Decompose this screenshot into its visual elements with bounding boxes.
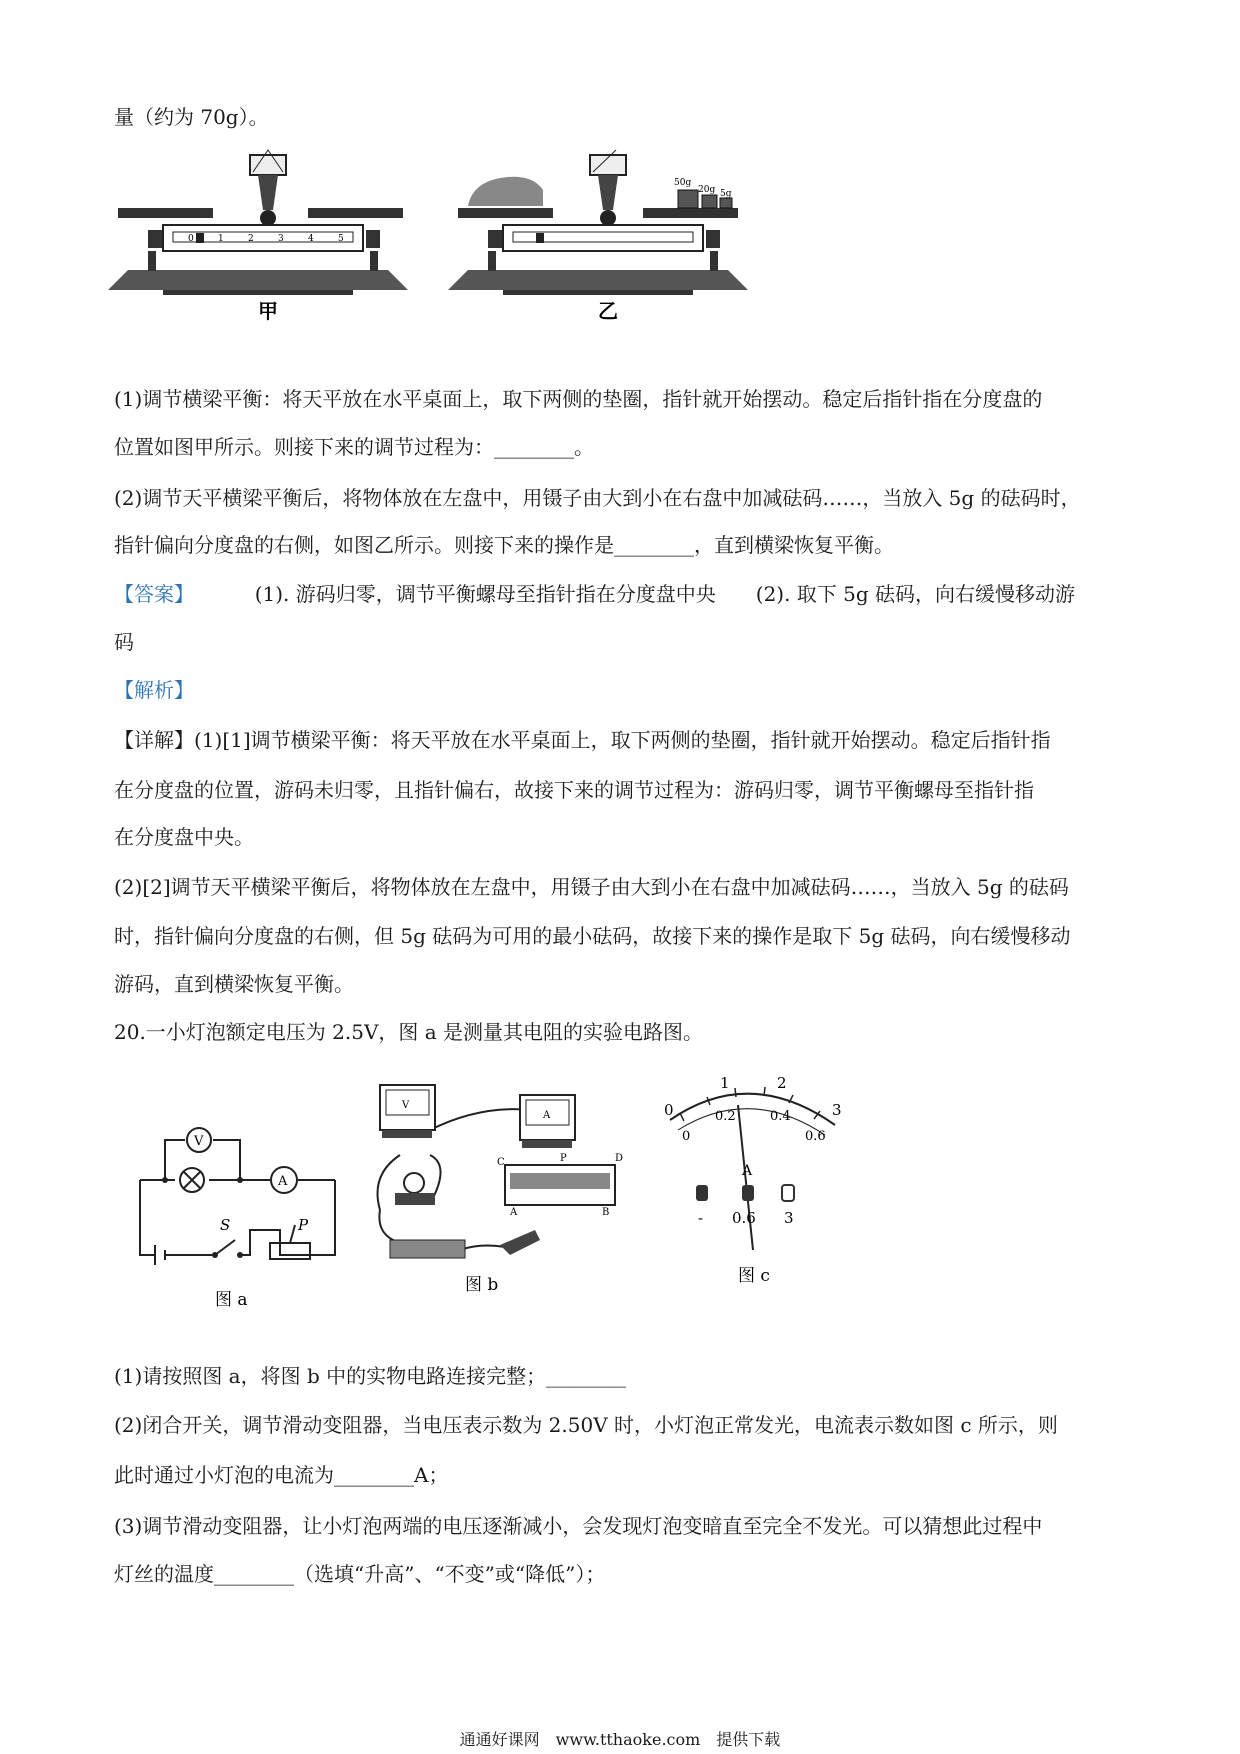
dial-top-1: 1 xyxy=(720,1075,730,1092)
fig-a-a-label: A xyxy=(278,1174,288,1189)
figure-c-ammeter-dial xyxy=(660,1075,860,1305)
weight-20g: 20g xyxy=(698,185,716,195)
rider-tick-4: 4 xyxy=(308,234,314,244)
dial-bottom-0-4: 0.4 xyxy=(770,1109,791,1124)
detail-line3: 在分度盘中央。 xyxy=(114,825,254,849)
fig-a-v-label: V xyxy=(194,1134,204,1149)
q19-part1-line2: 位置如图甲所示。则接下来的调节过程为：________。 xyxy=(114,435,594,459)
rider-tick-1: 1 xyxy=(218,234,224,244)
rider-tick-0: 0 xyxy=(188,234,194,244)
answer-tag: 【答案】 xyxy=(114,582,194,606)
dial-bottom-0-2: 0.2 xyxy=(715,1109,736,1124)
fig-b-v-label: V xyxy=(402,1100,410,1111)
dial-unit: A xyxy=(742,1163,753,1179)
answer-line2: 码 xyxy=(114,630,134,654)
balance-yi xyxy=(448,150,748,323)
terminal-minus: - xyxy=(698,1209,704,1227)
rider-tick-2: 2 xyxy=(248,234,254,244)
label-yi: 乙 xyxy=(598,299,618,323)
weight-50g: 50g xyxy=(674,178,692,188)
fig-b-d-label: D xyxy=(615,1153,624,1164)
detail-line1: 【详解】(1)[1]调节横梁平衡：将天平放在水平桌面上，取下两侧的垫圈，指针就开始摆动。稳定后指针指 xyxy=(114,728,1051,752)
detail-line6: 游码，直到横梁恢复平衡。 xyxy=(114,972,354,996)
fig-b-c-label: C xyxy=(497,1157,505,1168)
dial-bottom-0-6: 0.6 xyxy=(805,1129,826,1144)
q19-part1-line1: (1)调节横梁平衡：将天平放在水平桌面上，取下两侧的垫圈，指针就开始摆动。稳定后指针指在分度盘的 xyxy=(114,387,1043,411)
dial-top-3: 3 xyxy=(832,1101,842,1119)
dial-top-0: 0 xyxy=(664,1101,674,1119)
bulb-device xyxy=(404,1173,424,1193)
weight-5g: 5g xyxy=(720,189,732,199)
page-footer: 通通好课网 www.tthaoke.com 提供下载 xyxy=(459,1730,781,1749)
terminal-3: 3 xyxy=(784,1209,794,1227)
rider xyxy=(196,233,204,243)
q20-part1: (1)请按照图 a，将图 b 中的实物电路连接完整；________ xyxy=(114,1364,627,1388)
detail-line2: 在分度盘的位置，游码未归零，且指针偏右，故接下来的调节过程为：游码归零，调节平衡螺母至指针指 xyxy=(114,778,1034,802)
q19-part2-line1: (2)调节天平横梁平衡后，将物体放在左盘中，用镊子由大到小在右盘中加减砝码……，当放入 5g 的砝码时， xyxy=(114,486,1081,510)
answer-line1 xyxy=(114,580,1075,608)
fig-b-p-label: P xyxy=(560,1153,567,1164)
detail-line4: (2)[2]调节天平横梁平衡后，将物体放在左盘中，用镊子由大到小在右盘中加减砝码……，当放入 5g 的砝码 xyxy=(114,875,1069,899)
q20-part2-line1: (2)闭合开关，调节滑动变阻器，当电压表示数为 2.50V 时，小灯泡正常发光，电流表示数如图 c 所示，则 xyxy=(114,1413,1058,1437)
answer-text: (1). 游码归零，调节平衡螺母至指针指在分度盘中央 (2). 取下 5g 砝码，向右缓慢移动游 xyxy=(254,582,1076,606)
balance-jia xyxy=(108,150,408,323)
fig-b-a-label: A xyxy=(543,1110,551,1121)
rider-tick-5: 5 xyxy=(338,234,344,244)
balance-figures xyxy=(108,140,848,365)
figure-b-physical-circuit xyxy=(370,1075,640,1310)
dial-bottom-0: 0 xyxy=(682,1129,691,1144)
switch-device xyxy=(500,1230,540,1255)
object-on-pan xyxy=(468,177,543,206)
rider-tick-3: 3 xyxy=(278,234,284,244)
q20-part3-line1: (3)调节滑动变阻器，让小灯泡两端的电压逐渐减小，会发现灯泡变暗直至完全不发光。可以猜想此过程中 xyxy=(114,1514,1043,1538)
fig-a-caption: 图 a xyxy=(215,1290,248,1310)
terminal-0-6: 0.6 xyxy=(732,1209,756,1227)
fig-b-b-label: B xyxy=(602,1207,610,1218)
q20-part2-line2: 此时通过小灯泡的电流为________A； xyxy=(114,1463,449,1487)
detail-line5: 时，指针偏向分度盘的右侧，但 5g 砝码为可用的最小砝码，故接下来的操作是取下 5g 砝码，向右缓慢移动 xyxy=(114,924,1071,948)
fig-a-s-label: S xyxy=(220,1216,231,1234)
label-jia: 甲 xyxy=(258,299,278,323)
fig-c-caption: 图 c xyxy=(738,1266,770,1286)
q20-part3-line2: 灯丝的温度________（选填“升高”、“不变”或“降低”）； xyxy=(114,1562,606,1586)
fig-b-caption: 图 b xyxy=(465,1275,499,1295)
dial-top-2: 2 xyxy=(777,1075,787,1092)
battery-device xyxy=(390,1240,465,1258)
q20-stem: 20.一小灯泡额定电压为 2.5V，图 a 是测量其电阻的实验电路图。 xyxy=(114,1020,704,1044)
continuation-line: 量（约为 70g）。 xyxy=(114,105,269,129)
analysis-tag: 【解析】 xyxy=(114,678,194,702)
fig-b-a2-label: A xyxy=(510,1207,518,1218)
q19-part2-line2: 指针偏向分度盘的右侧，如图乙所示。则接下来的操作是________，直到横梁恢复平衡。 xyxy=(114,533,894,557)
figure-a-circuit xyxy=(130,1080,360,1315)
fig-a-p-label: P xyxy=(298,1216,309,1234)
